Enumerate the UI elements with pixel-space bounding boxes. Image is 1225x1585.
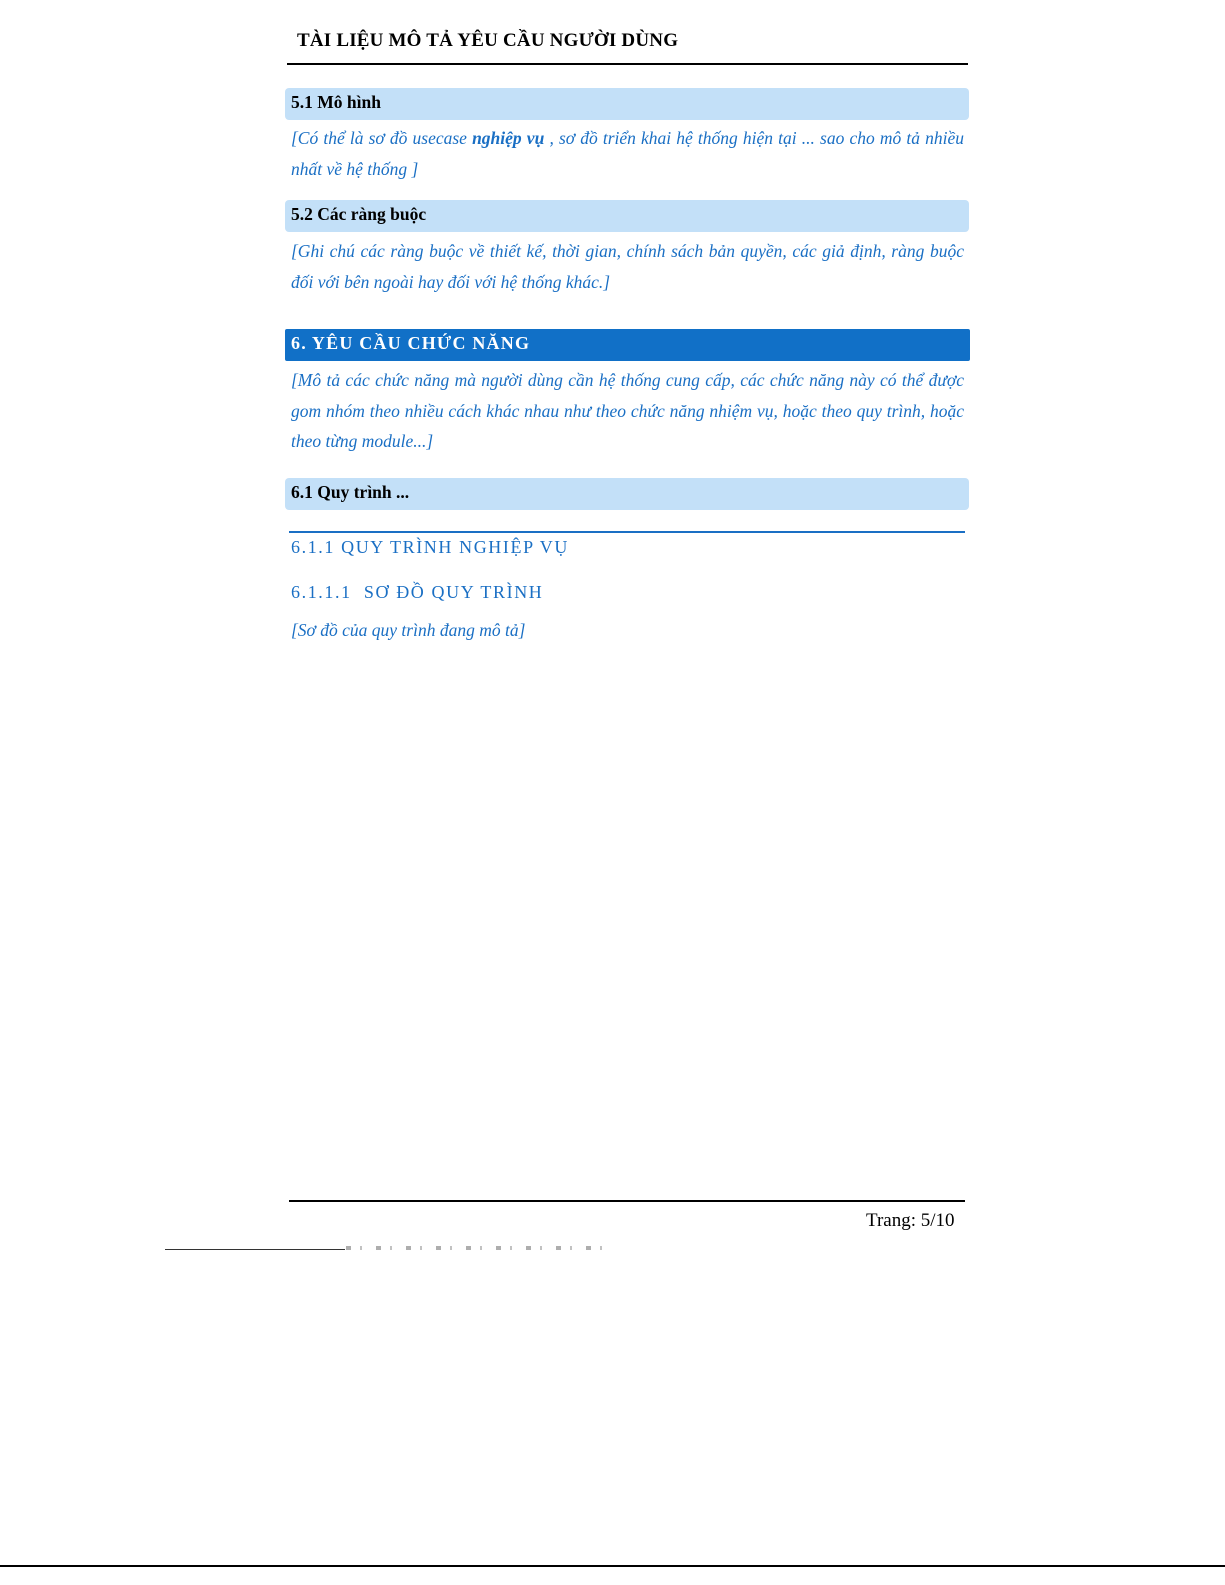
footer-divider	[289, 1200, 965, 1202]
section-heading-6-1-1-1: 6.1.1.1 SƠ ĐỒ QUY TRÌNH	[291, 582, 544, 602]
section-6-text: [Mô tả các chức năng mà người dùng cần hệ thống cung cấp, các chức năng này có thể được gom nhóm theo nhiều cách khác nhau như theo chức năng nhiệm vụ, hoặc theo quy trình, hoặc theo từng module...]	[291, 370, 964, 451]
text-part: , sơ đồ triển khai hệ thống hiện tại ... sao cho mô tả nhiều nhất về hệ thống ]	[291, 128, 965, 179]
section-6-1-1-1-text: [Sơ đồ của quy trình đang mô tả]	[291, 620, 526, 640]
bold-term: nghiệp vụ	[472, 128, 545, 148]
section-heading-6: 6. YÊU CẦU CHỨC NĂNG	[285, 329, 970, 361]
section-5-2-text: [Ghi chú các ràng buộc về thiết kế, thời gian, chính sách bản quyền, các giả định, ràng buộc đối với bên ngoài hay đối với hệ thống khác.]	[291, 241, 964, 292]
section-5-1-text	[291, 123, 964, 184]
subsection-divider	[289, 531, 965, 533]
section-heading-6-1: 6.1 Quy trình ...	[285, 478, 969, 510]
footnote-separator	[165, 1249, 345, 1250]
faint-footnote-marks	[346, 1246, 608, 1250]
document-title: TÀI LIỆU MÔ TẢ YÊU CẦU NGƯỜI DÙNG	[297, 30, 679, 51]
section-heading-5-2: 5.2 Các ràng buộc	[285, 200, 969, 232]
section-heading-6-1-1: 6.1.1 QUY TRÌNH NGHIỆP VỤ	[291, 537, 569, 557]
text-part: [Có thể là sơ đồ usecase	[291, 128, 473, 148]
page-bottom-border	[0, 1565, 1225, 1567]
page-number: Trang: 5/10	[866, 1210, 955, 1231]
section-heading-5-1: 5.1 Mô hình	[285, 88, 969, 120]
header-divider	[287, 63, 968, 65]
